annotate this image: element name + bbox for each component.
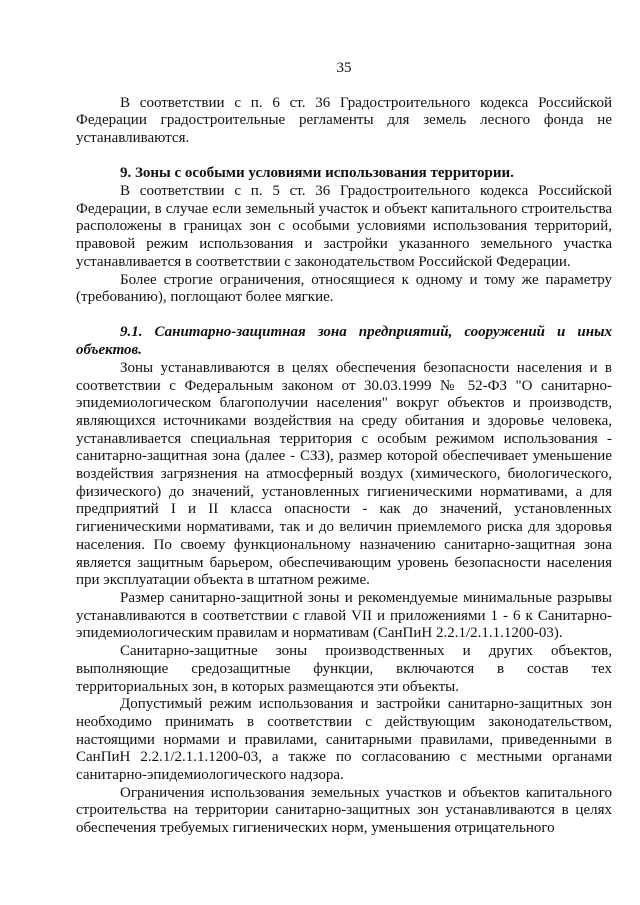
- paragraph-stricter-restrictions: Более строгие ограничения, относящиеся к одному и тому же параметру (требованию), поглощают более мягкие.: [76, 271, 612, 306]
- paragraph-special-zones: В соответствии с п. 5 ст. 36 Градостроительного кодекса Российской Федерации, в случае если земельный участок и объект капитального строительства расположены в границах зон с особыми условиями использования территорий, правовой режим использования и застройки указанного земельного участка устанавливается в соответствии с законодательством Российской Федерации.: [76, 183, 612, 270]
- paragraph-zone-size: Размер санитарно-защитной зоны и рекомендуемые минимальные разрывы устанавливаются в соответствии с главой VII и приложениями 1 - 6 к Санитарно-эпидемиологическим правилам и нормативам (СанПиН 2.2.1/2.1.1.1200-03).: [76, 589, 612, 642]
- paragraph-permitted-regime: Допустимый режим использования и застройки санитарно-защитных зон необходимо принимать в соответствии с действующим законодательством, настоящими нормами и правилами, санитарными правилами, приведенными в СанПиН 2.2.1/2.1.1.1200-03, а также по согласованию с местными органами санитарно-эпидемиологического надзора.: [76, 696, 612, 784]
- section-heading-9-1: 9.1. Санитарно-защитная зона предприятий, сооружений и иных объектов.: [76, 324, 612, 359]
- paragraph-zone-composition: Санитарно-защитные зоны производственных и других объектов, выполняющие средозащитные функции, включаются в состав тех территориальных зон, в которых размещаются эти объекты.: [76, 643, 612, 695]
- paragraph-land-use-restrictions: Ограничения использования земельных участков и объектов капитального строительства на территории санитарно-защитных зон устанавливаются в целях обеспечения требуемых гигиенических норм, уменьшения отрицательного: [76, 784, 612, 837]
- paragraph-forest-fund: В соответствии с п. 6 ст. 36 Градостроительного кодекса Российской Федерации градостроительные регламенты для земель лесного фонда не устанавливаются.: [76, 94, 612, 147]
- section-heading-9: 9. Зоны с особыми условиями использования территории.: [120, 165, 514, 182]
- paragraph-zones-established: Зоны устанавливаются в целях обеспечения безопасности населения и в соответствии с Федеральным законом от 30.03.1999 № 52-ФЗ "О санитарно-эпидемиологическом благополучии населения" вокруг объектов и производств, являющихся источниками воздействия на среду обитания и здоровье человека, устанавливается специальная территория с особым режимом использования - санитарно-защитная зона (далее - СЗЗ), размер которой обеспечивает уменьшение воздействия загрязнения на атмосферный воздух (химического, биологического, физического) до значений, установленных гигиеническими нормативами, а для предприятий I и II класса опасности - как до значений, установленных гигиеническими нормативами, так и до величин приемлемого риска для здоровья населения. По своему функциональному назначению санитарно-защитная зона является защитным барьером, обеспечивающим уровень безопасности населения при эксплуатации объекта в штатном режиме.: [76, 359, 612, 589]
- page-number: 35: [336, 60, 352, 76]
